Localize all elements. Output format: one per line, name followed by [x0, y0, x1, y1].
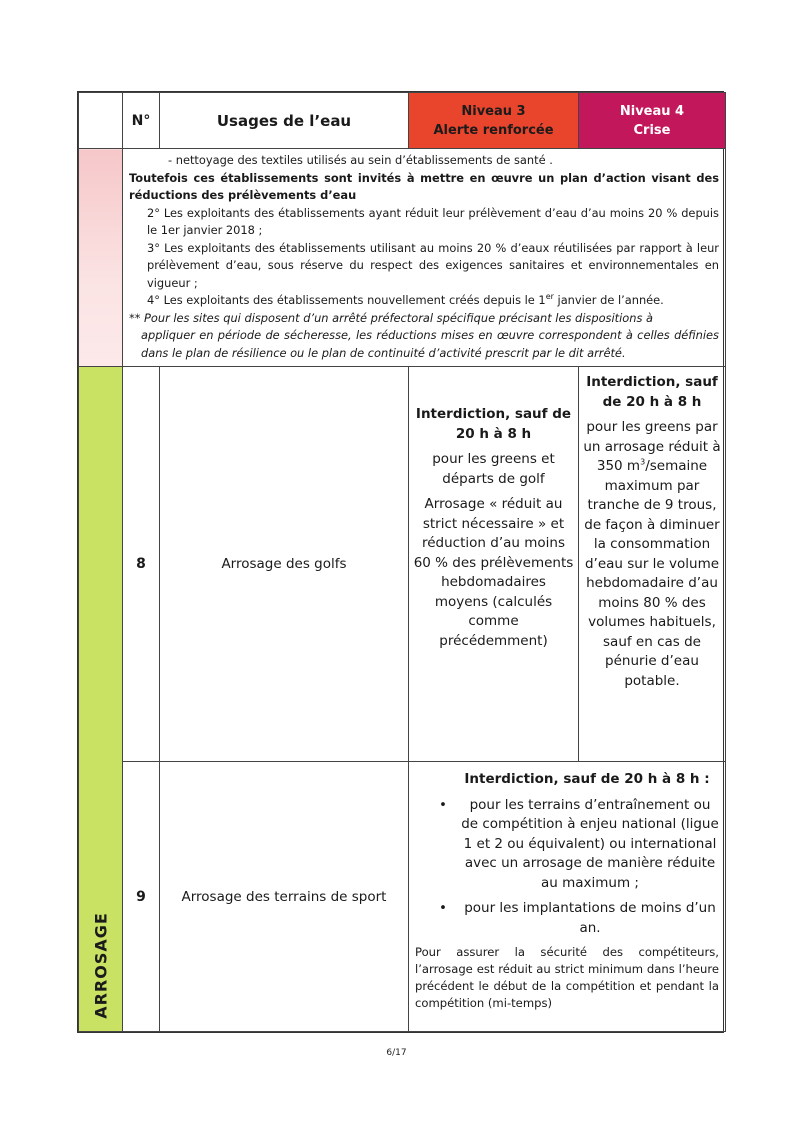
- header-level-4: [579, 93, 726, 149]
- row-9-title: Interdiction, sauf de 20 h à 8 h :: [464, 771, 710, 787]
- row-8-usage: Arrosage des golfs: [160, 367, 409, 762]
- row-9-bullet-1: pour les terrains d’entraînement ou de compétition à enjeu national (ligue 1 et 2 ou équivalent) ou international avec un arrosage de manière réduite au maximum ;: [461, 796, 719, 891]
- header-usage: Usages de l’eau: [160, 93, 409, 149]
- row-8-level-3: [409, 367, 579, 762]
- prefectoral-note-first: ** Pour les sites qui disposent d’un arrêté préfectoral spécifique précisant les dispositions à: [129, 310, 654, 325]
- level-4-sublabel: Crise: [633, 122, 671, 138]
- header-blank-cell: [79, 93, 123, 149]
- header-number: N°: [123, 93, 160, 149]
- exemption-item-4-text: 4° Les exploitants des établissements nouvellement créés depuis le 1: [147, 293, 546, 307]
- category-side-cell-arrosage: [79, 367, 123, 1032]
- table-row-9: [79, 762, 726, 1032]
- list-item: [415, 899, 719, 938]
- exemption-item-4-sup: er: [545, 292, 554, 302]
- exemption-item-4-tail: janvier de l’année.: [553, 293, 664, 307]
- prefectoral-note-rest: appliquer en période de sécheresse, les réductions mises en œuvre correspondent à celles définies dans le plan de résilience ou le plan de continuité d’activité prescrit par le dit arrêté.: [141, 328, 719, 360]
- prefectoral-note: [129, 310, 719, 363]
- row-8-level-4-sup: 3: [640, 457, 646, 467]
- bullet-icon: •: [439, 900, 447, 916]
- category-side-cell-pink: [79, 149, 123, 367]
- bullet-icon: •: [439, 796, 447, 813]
- exemption-item-3: 3° Les exploitants des établissements utilisant au moins 20 % d’eaux réutilisées par rapport à leur prélèvement d’eau, sous réserve du respect des exigences sanitaires et environnementales en vigueur ;: [147, 240, 719, 290]
- list-item: [415, 796, 719, 894]
- row-9-usage: Arrosage des terrains de sport: [160, 762, 409, 1032]
- row-8-level-4-body: [582, 418, 722, 691]
- exemption-item-4: [129, 292, 719, 310]
- row-9-bullet-2: pour les implantations de moins d’un an.: [464, 900, 716, 936]
- row-8-level-3-reduction: Arrosage « réduit au strict nécessaire » et réduction d’au moins 60 % des prélèvements hebdomadaires moyens (calculés comme précédemment): [413, 496, 574, 649]
- row-9-safety-note: Pour assurer la sécurité des compétiteurs, l’arrosage est réduit au strict minimum dans l’heure précédent le début de la compétition et pendant la compétition (mi-temps): [415, 945, 719, 1010]
- row-8-level-4-text: pour les greens par un arrosage réduit à 350 m: [583, 419, 721, 474]
- row-9-restriction: [409, 762, 726, 1032]
- row-8-level-3-scope: pour les greens et départs de golf: [432, 451, 555, 487]
- category-label-arrosage: ARROSAGE: [91, 912, 110, 1019]
- water-usage-table-page: [77, 91, 724, 1033]
- header-level-3: [409, 93, 579, 149]
- row-8-level-4-tail: /semaine maximum par tranche de 9 trous, de façon à diminuer la consommation d’eau sur le volume hebdomadaire d’au moins 80 % des volumes habituels, sauf en cas de pénurie d’eau potable.: [584, 458, 720, 689]
- level-4-label: Niveau 4: [619, 103, 685, 119]
- level-3-label: Niveau 3: [461, 103, 526, 119]
- continuation-bold-paragraph: Toutefois ces établissements sont invités à mettre en œuvre un plan d’action visant des réductions des prélèvements d’eau: [129, 170, 719, 202]
- table-header-row: [79, 93, 726, 149]
- continuation-line: - nettoyage des textiles utilisés au sein d’établissements de santé .: [168, 153, 553, 167]
- continuation-row: [79, 149, 726, 367]
- exemption-item-2: 2° Les exploitants des établissements ayant réduit leur prélèvement d’eau d’au moins 20 % depuis le 1er janvier 2018 ;: [147, 205, 719, 237]
- row-8-number: 8: [123, 367, 160, 762]
- table-row-8: [79, 367, 726, 762]
- row-8-level-4: [579, 367, 726, 762]
- continuation-text-cell: [123, 149, 726, 367]
- page-number: 6/17: [386, 1048, 407, 1058]
- level-3-sublabel: Alerte renforcée: [433, 122, 554, 138]
- row-8-level-3-title: Interdiction, sauf de 20 h à 8 h: [415, 406, 572, 442]
- restrictions-table: [78, 92, 726, 1032]
- row-9-bullet-list: [415, 796, 719, 939]
- row-8-level-4-title: Interdiction, sauf de 20 h à 8 h: [586, 374, 718, 410]
- row-9-number: 9: [123, 762, 160, 1032]
